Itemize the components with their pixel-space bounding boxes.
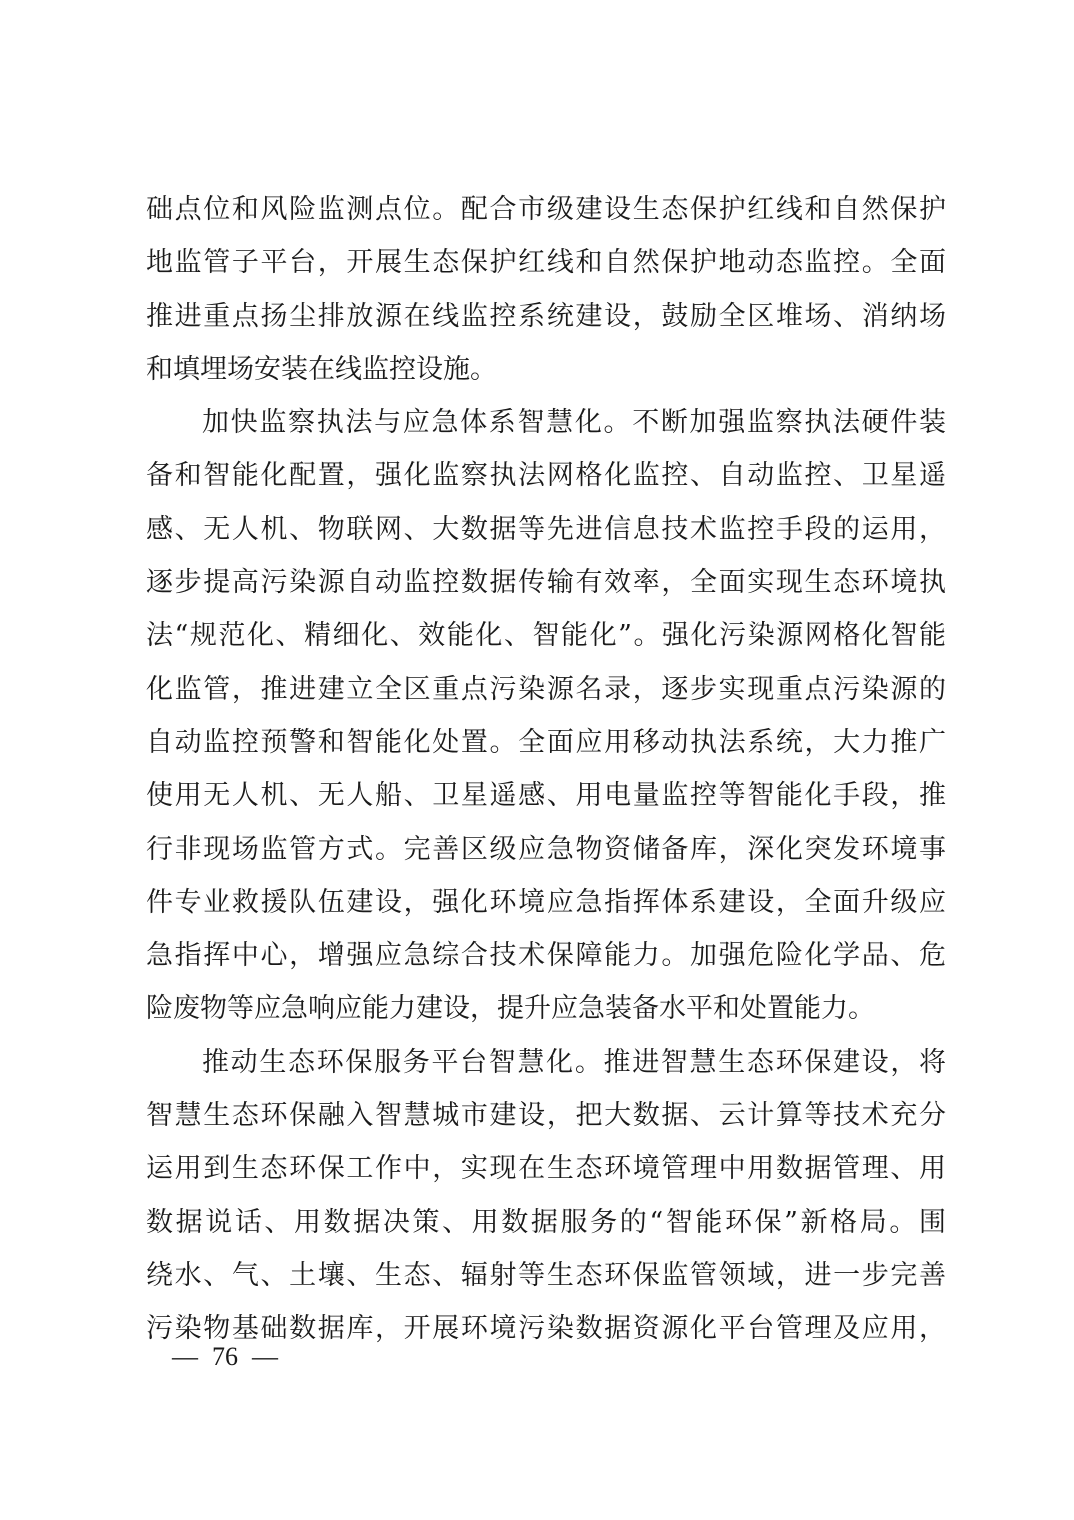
text-line: 使用无人机、无人船、卫星遥感、用电量监控等智能化手段，推 [146,780,946,812]
text-line: 行非现场监管方式。完善区级应急物资储备库，深化突发环境事 [146,833,946,865]
text-line: 自动监控预警和智能化处置。全面应用移动执法系统，大力推广 [146,726,946,758]
text-line: 绕水、气、土壤、生态、辐射等生态环保监管领域，进一步完善 [146,1259,946,1291]
text-line: 数据说话、用数据决策、用数据服务的“智能环保”新格局。围 [146,1206,946,1238]
page-number-footer [172,1335,278,1379]
text-line: 础点位和风险监测点位。配合市级建设生态保护红线和自然保护 [146,194,946,225]
text-line: 智慧生态环保融入智慧城市建设，把大数据、云计算等技术充分 [146,1100,946,1132]
text-line: 感、无人机、物联网、大数据等先进信息技术监控手段的运用， [146,513,946,545]
paragraph-service-platform [146,1036,946,1356]
footer-dash-right: — [252,1342,278,1371]
text-line: 污染物基础数据库，开展环境污染数据资源化平台管理及应用， [146,1313,946,1345]
paragraph-enforcement-emergency [146,396,946,1036]
text-line: 备和智能化配置，强化监察执法网格化监控、自动监控、卫星遥 [146,460,946,492]
body-text [146,183,946,1356]
text-line: 推进重点扬尘排放源在线监控系统建设，鼓励全区堆场、消纳场 [146,300,946,332]
text-line: 险废物等应急响应能力建设，提升应急装备水平和处置能力。 [146,993,875,1025]
text-line: 加快监察执法与应急体系智慧化。不断加强监察执法硬件装 [202,407,946,439]
text-line: 推动生态环保服务平台智慧化。推进智慧生态环保建设，将 [202,1046,946,1078]
text-line: 件专业救援队伍建设，强化环境应急指挥体系建设，全面升级应 [146,886,946,918]
paragraph-monitoring-points [146,183,946,396]
text-line: 地监管子平台，开展生态保护红线和自然保护地动态监控。全面 [146,247,946,279]
footer-dash-left: — [172,1342,198,1371]
page-number: 76 [212,1342,238,1371]
text-line: 逐步提高污染源自动监控数据传输有效率，全面实现生态环境执 [146,567,946,599]
text-line: 法“规范化、精细化、效能化、智能化”。强化污染源网格化智能 [146,620,946,652]
text-line: 急指挥中心，增强应急综合技术保障能力。加强危险化学品、危 [146,940,946,972]
text-line: 和填埋场安装在线监控设施。 [146,353,497,385]
text-line: 运用到生态环保工作中，实现在生态环境管理中用数据管理、用 [146,1153,946,1185]
text-line: 化监管，推进建立全区重点污染源名录，逐步实现重点污染源的 [146,673,946,705]
